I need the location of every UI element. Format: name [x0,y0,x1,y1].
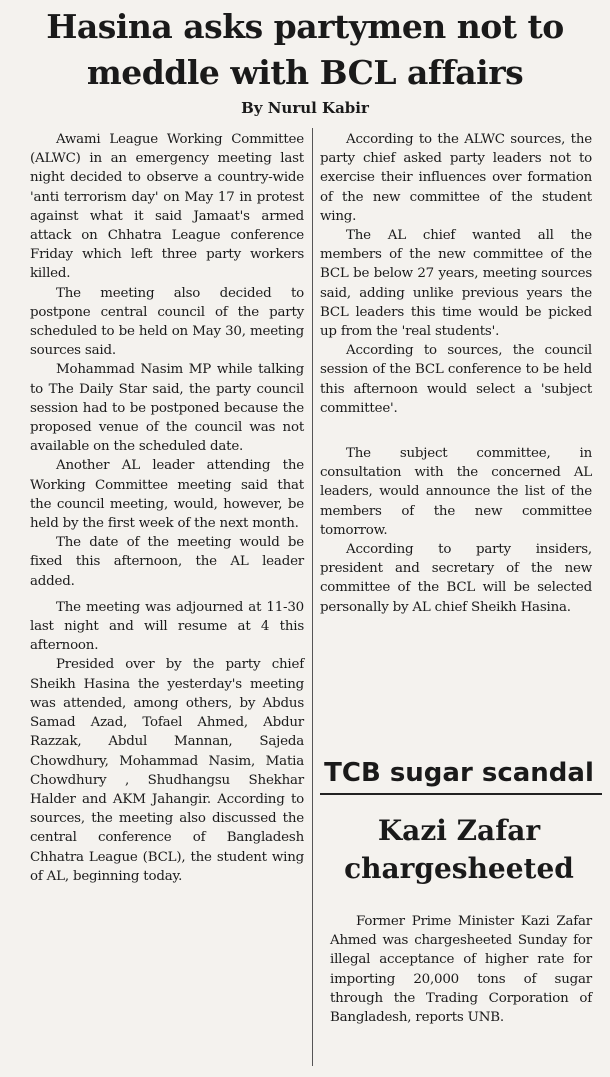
paragraph: The date of the meeting would be fixed this afternoon, the AL leader added. [30,535,304,589]
paragraph: The meeting was adjourned at 11-30 last night and will resume at 4 this afternoon. [30,599,304,654]
paragraph: According to the ALWC sources, the party chief asked party leaders not to exercise their influences over formation of the new committee of the student wing. [320,132,592,224]
story-divider [320,793,602,795]
paragraph: The AL chief wanted all the members of the new committee of the BCL be below 27 years, meeting sources said, adding unlike previous years the BCL leaders this time would be picked up from the 'real students'. [320,228,592,340]
paragraph: Presided over by the party chief Sheikh Hasina the yesterday's meeting was attended, among others, by Abdus Samad Azad, Tofael Ahmed, Abdur Razzak, Abdul Mannan, Sajeda Chowdhury, Mohammad Nasim, Matia Chowdhury , Shudhangsu Shekhar Halder and AKM Jahangir. According to sources, the meeting also discussed the central conference of Bangladesh Chhatra League (BCL), the student wing of AL, beginning today. [30,657,304,884]
story2-headline-line-2: chargesheeted [344,852,574,885]
paragraph: The meeting also decided to postpone central council of the party scheduled to be held on May 30, meeting sources said. [30,285,304,359]
story2-headline-line-1: Kazi Zafar [377,814,541,847]
paragraph: Another AL leader attending the Working Committee meeting said that the council meeting, would, however, be held by the first week of the next month. [30,458,304,532]
column-divider [312,128,313,1066]
headline-line-2: meddle with BCL affairs [86,53,524,92]
paragraph: Former Prime Minister Kazi Zafar Ahmed was chargesheeted Sunday for illegal acceptance of higher rate for importing 20,000 tons of sugar through the Trading Corporation of Bangladesh, reports UNB. [330,914,592,1026]
story2-headline [318,812,600,888]
paragraph: Awami League Working Committee (ALWC) in an emergency meeting last night decided to observe a country-wide 'anti terrorism day' on May 17 in protest against what it said Jamaat's armed attack on Chhatra League conference Friday which left three party workers killed. [30,132,304,282]
left-column [30,130,304,886]
paragraph: Mohammad Nasim MP while talking to The Daily Star said, the party council session had to be postponed because the proposed venue of the council was not available on the scheduled date. [30,362,304,455]
paragraph: The subject committee, in consultation with the concerned AL leaders, would announce the list of the members of the new committee tomorrow. [320,446,592,538]
right-column [320,130,592,617]
story2-body [330,912,592,1027]
paragraph: According to sources, the council session of the BCL conference to be held this afternoon would select a 'subject committee'. [320,343,592,416]
story2-kicker: TCB sugar scandal [324,758,594,788]
byline: By Nurul Kabir [241,99,369,117]
headline-line-1: Hasina asks partymen not to [46,7,564,46]
main-headline [0,4,610,96]
paragraph: According to party insiders, president and secretary of the new committee of the BCL will be selected personally by AL chief Sheikh Hasina. [320,542,592,615]
